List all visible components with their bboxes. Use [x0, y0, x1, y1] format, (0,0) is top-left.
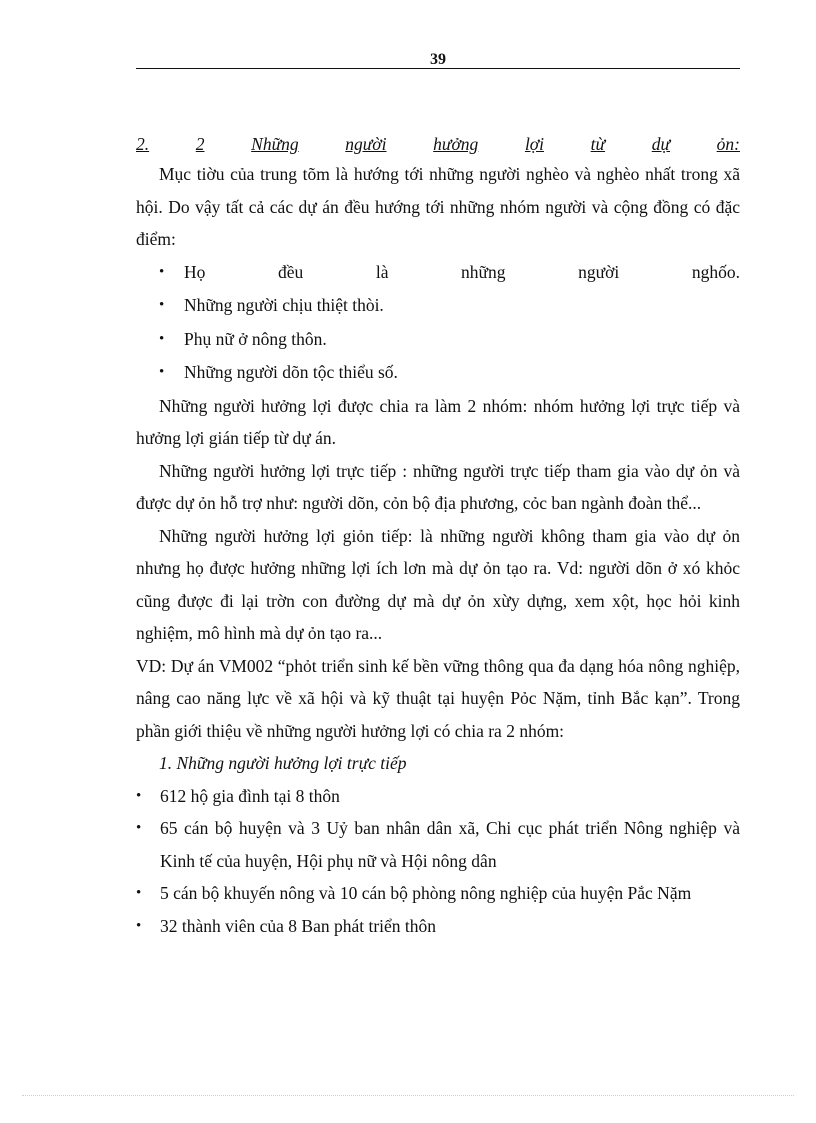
- groups-paragraph: Những người hưởng lợi được chia ra làm 2 nhóm: nhóm hưởng lợi trực tiếp và hưởng lợi gián tiếp từ dự án.: [136, 395, 740, 448]
- list-item-text: Phụ nữ ở nông thôn.: [184, 328, 327, 349]
- heading-word: hưởng: [433, 134, 479, 154]
- list-item: [136, 812, 740, 877]
- list-word: đều: [277, 261, 304, 282]
- heading-word: Những: [251, 134, 299, 154]
- list-word: những: [461, 261, 506, 282]
- footer-rule: [22, 1095, 794, 1096]
- list-item: [136, 256, 740, 290]
- heading-word: từ: [590, 134, 606, 154]
- example-paragraph: VD: Dự án VM002 “phỏt triển sinh kế bền vững thông qua đa dạng hóa nông nghiệp, nâng cao năng lực về xã hội và kỹ thuật tại huyện Pỏc Nặm, tỉnh Bắc kạn”. Trong phần giới thiệu về những người hưởng lợi có chia ra 2 nhóm:: [136, 655, 740, 741]
- heading-word: người: [345, 134, 387, 154]
- heading-word: 2.: [136, 134, 150, 154]
- heading-word: ỏn:: [716, 134, 740, 154]
- list-item-text: 5 cán bộ khuyến nông và 10 cán bộ phòng nông nghiệp của huyện Pắc Nặm: [160, 883, 692, 903]
- list-word: là: [375, 261, 389, 282]
- list-item-text: 65 cán bộ huyện và 3 Uỷ ban nhân dân xã, Chi cục phát triển Nông nghiệp và Kinh tế của huyện, Hội phụ nữ và Hội nông dân: [160, 818, 740, 871]
- list-item: [136, 877, 740, 910]
- heading-word: dự: [651, 134, 671, 154]
- list-item-text: Những người dõn tộc thiểu số.: [184, 362, 398, 382]
- heading-word: 2: [195, 134, 205, 154]
- list-item-text: 32 thành viên của 8 Ban phát triển thôn: [160, 915, 437, 936]
- bullet-icon: •: [136, 917, 142, 934]
- bullet-icon: •: [159, 330, 165, 347]
- list-item: [136, 356, 740, 390]
- bullet-icon: •: [159, 297, 165, 313]
- intro-paragraph: Mục tiờu của trung tõm là hướng tới những người nghèo và nghèo nhất trong xã hội. Do vậy tất cả các dự án đều hướng tới những nhóm người và cộng đồng có đặc điểm:: [136, 164, 740, 249]
- list-item: [136, 323, 740, 357]
- direct-beneficiaries-title: 1. Những người hưởng lợi trực tiếp: [159, 753, 407, 773]
- direct-beneficiaries-list: [136, 780, 740, 943]
- page-number: 39: [430, 51, 446, 68]
- indirect-beneficiaries-paragraph: Những người hưởng lợi giỏn tiếp: là những người không tham gia vào dự ỏn nhưng họ được hưởng những lợi ích lơn mà dự ỏn tạo ra. Vd: người dõn ở xó khỏc cũng được đi lại trờn con đường dự mà dự ỏn xừy dựng, xem xột, học hỏi kinh nghiệm, mô hình mà dự ỏn tạo ra...: [136, 525, 740, 643]
- page-content: [136, 130, 740, 942]
- section-heading: [136, 130, 740, 158]
- header-rule: [136, 68, 740, 69]
- list-item: [136, 289, 740, 323]
- list-word: nghốo.: [691, 261, 740, 282]
- list-item: [136, 910, 740, 943]
- list-item: [136, 780, 740, 813]
- list-item-text: 612 hộ gia đình tại 8 thôn: [160, 785, 340, 806]
- heading-word: lợi: [524, 134, 545, 154]
- direct-beneficiaries-paragraph: Những người hưởng lợi trực tiếp : những người trực tiếp tham gia vào dự ỏn và được dự ỏn hỗ trợ như: người dõn, cỏn bộ địa phương, cỏc ban ngành đoàn thể...: [136, 460, 740, 513]
- list-item-text: Những người chịu thiệt thòi.: [184, 295, 384, 315]
- bullet-icon: •: [159, 263, 165, 280]
- bullet-icon: •: [136, 787, 142, 804]
- list-word: Họ: [184, 261, 206, 282]
- bullet-icon: •: [136, 820, 142, 836]
- bullet-icon: •: [159, 364, 165, 380]
- list-word: người: [578, 261, 620, 282]
- bullet-icon: •: [136, 885, 142, 901]
- characteristics-list: [136, 256, 740, 390]
